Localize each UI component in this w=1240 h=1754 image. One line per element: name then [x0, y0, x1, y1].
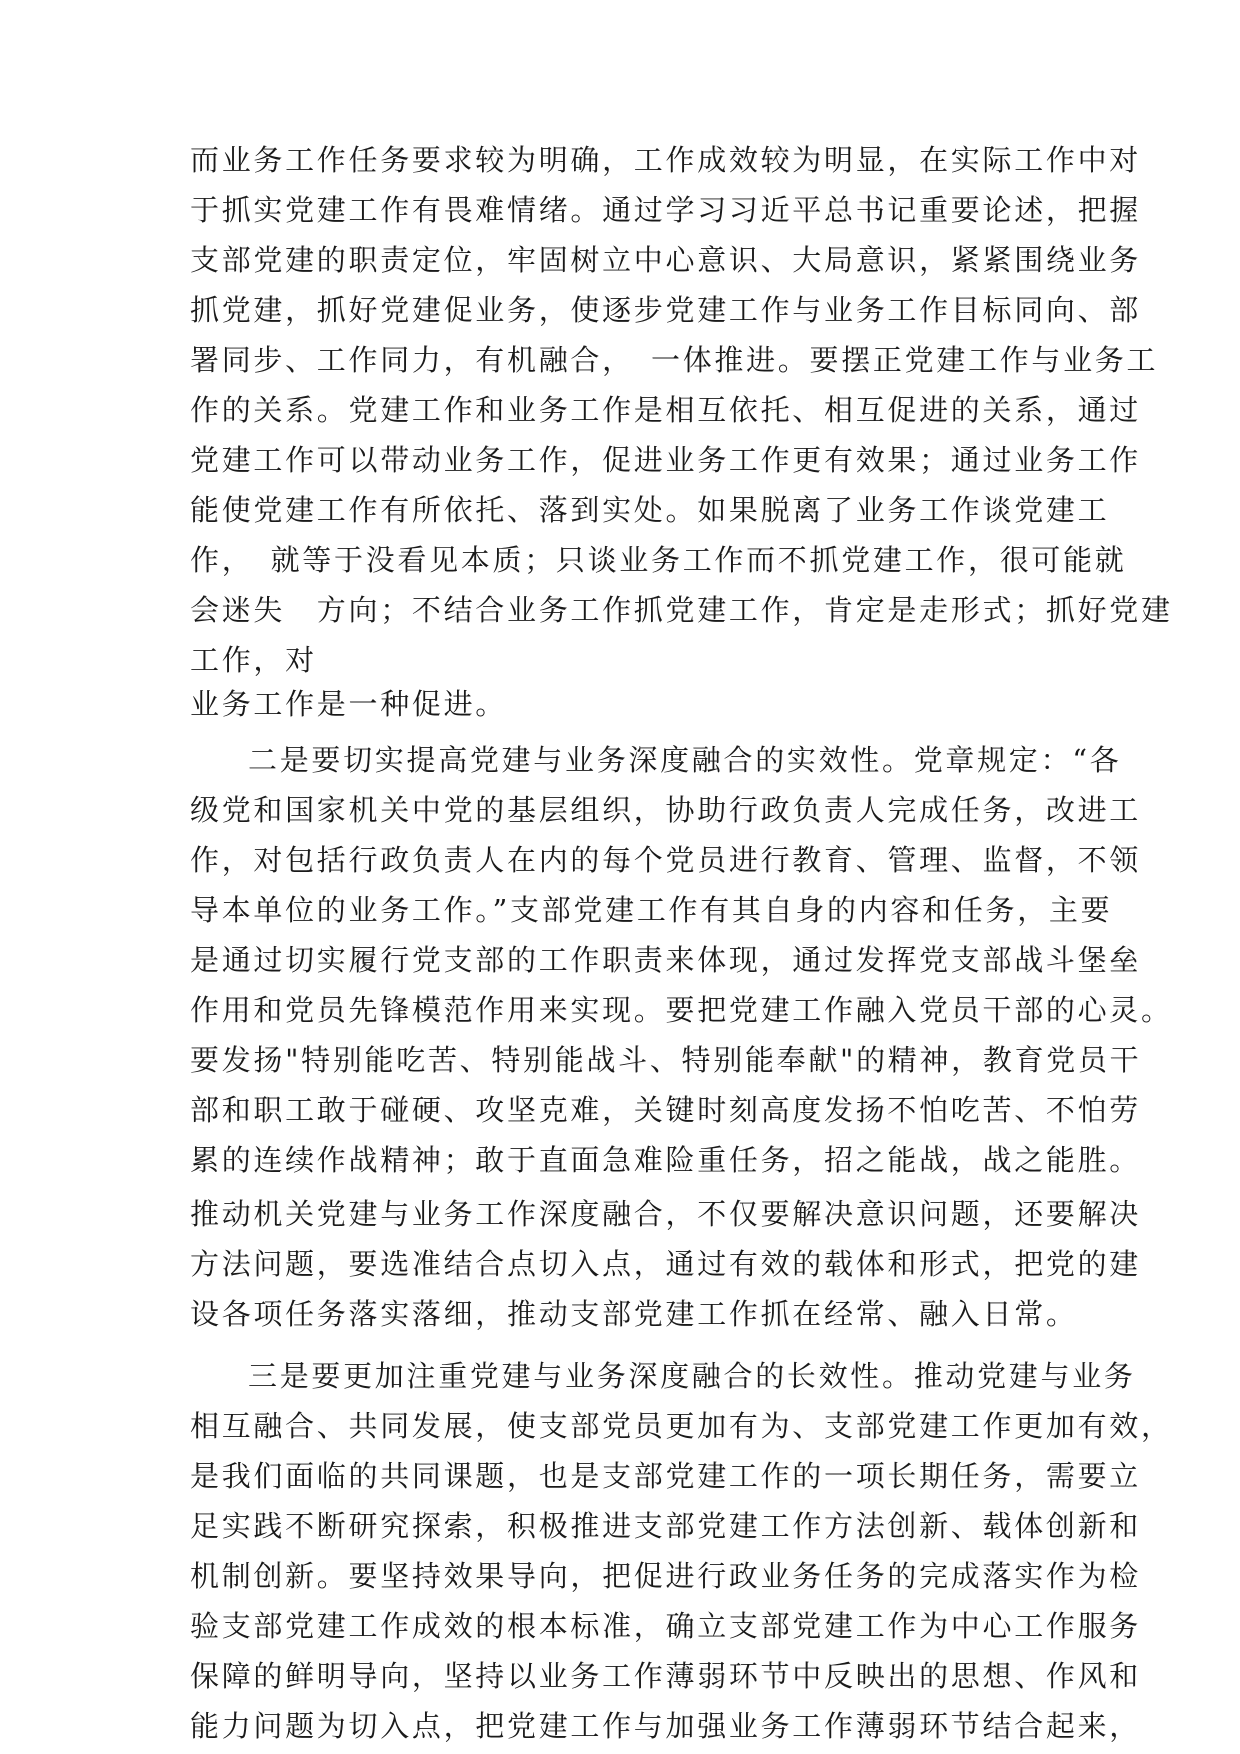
text-line: 足实践不断研究探索，积极推进支部党建工作方法创新、载体创新和 [190, 1509, 1142, 1543]
paragraph-heading: 二是要切实提高党建与业务深度融合的实效性。党章规定：“各 [248, 743, 1122, 777]
text-line: 保障的鲜明导向，坚持以业务工作薄弱环节中反映出的思想、作风和 [190, 1659, 1142, 1693]
text-line: 业务工作是一种促进。 [190, 687, 508, 721]
text-line: 级党和国家机关中党的基层组织，协助行政负责人完成任务，改进工 [190, 793, 1142, 827]
text-line: 于抓实党建工作有畏难情绪。通过学习习近平总书记重要论述，把握 [190, 193, 1142, 227]
text-line: 机制创新。要坚持效果导向，把促进行政业务任务的完成落实作为检 [190, 1559, 1142, 1593]
text-line: 设各项任务落实落细，推动支部党建工作抓在经常、融入日常。 [190, 1297, 1078, 1331]
text-line: 作的关系。党建工作和业务工作是相互依托、相互促进的关系，通过 [190, 393, 1142, 427]
text-line: 党建工作可以带动业务工作，促进业务工作更有效果；通过业务工作 [190, 443, 1142, 477]
text-line: 验支部党建工作成效的根本标准，确立支部党建工作为中心工作服务 [190, 1609, 1142, 1643]
text-line: 能使党建工作有所依托、落到实处。如果脱离了业务工作谈党建工 [190, 493, 1110, 527]
text-line: 累的连续作战精神；敢于直面急难险重任务，招之能战，战之能胜。 [190, 1143, 1142, 1177]
text-line: 是通过切实履行党支部的工作职责来体现，通过发挥党支部战斗堡垒 [190, 943, 1142, 977]
text-line: 导本单位的业务工作。”支部党建工作有其自身的内容和任务，主要 [190, 893, 1113, 927]
text-line: 相互融合、共同发展，使支部党员更加有为、支部党建工作更加有效， [190, 1409, 1173, 1443]
text-line: 推动机关党建与业务工作深度融合，不仅要解决意识问题，还要解决 [190, 1197, 1142, 1231]
text-line: 能力问题为切入点，把党建工作与加强业务工作薄弱环节结合起来， [190, 1709, 1142, 1743]
text-line: 会迷失 方向；不结合业务工作抓党建工作，肯定是走形式；抓好党建 [190, 593, 1173, 627]
text-line: 作，对包括行政负责人在内的每个党员进行教育、管理、监督，不领 [190, 843, 1142, 877]
text-line: 是我们面临的共同课题，也是支部党建工作的一项长期任务，需要立 [190, 1459, 1142, 1493]
text-line: 而业务工作任务要求较为明确，工作成效较为明显，在实际工作中对 [190, 143, 1142, 177]
text-line: 支部党建的职责定位，牢固树立中心意识、大局意识，紧紧围绕业务 [190, 243, 1142, 277]
text-line: 方法问题，要选准结合点切入点，通过有效的载体和形式，把党的建 [190, 1247, 1142, 1281]
text-line: 抓党建，抓好党建促业务，使逐步党建工作与业务工作目标同向、部 [190, 293, 1142, 327]
text-line: 部和职工敢于碰硬、攻坚克难，关键时刻高度发扬不怕吃苦、不怕劳 [190, 1093, 1142, 1127]
text-line: 作， 就等于没看见本质；只谈业务工作而不抓党建工作，很可能就 [190, 543, 1127, 577]
text-line: 工作，对 [190, 643, 317, 677]
text-line: 署同步、工作同力，有机融合， 一体推进。要摆正党建工作与业务工 [190, 343, 1159, 377]
paragraph-heading: 三是要更加注重党建与业务深度融合的长效性。推动党建与业务 [248, 1359, 1136, 1393]
text-line: 要发扬"特别能吃苦、特别能战斗、特别能奉献"的精神，教育党员干 [190, 1043, 1142, 1077]
text-line: 作用和党员先锋模范作用来实现。要把党建工作融入党员干部的心灵。 [190, 993, 1173, 1027]
